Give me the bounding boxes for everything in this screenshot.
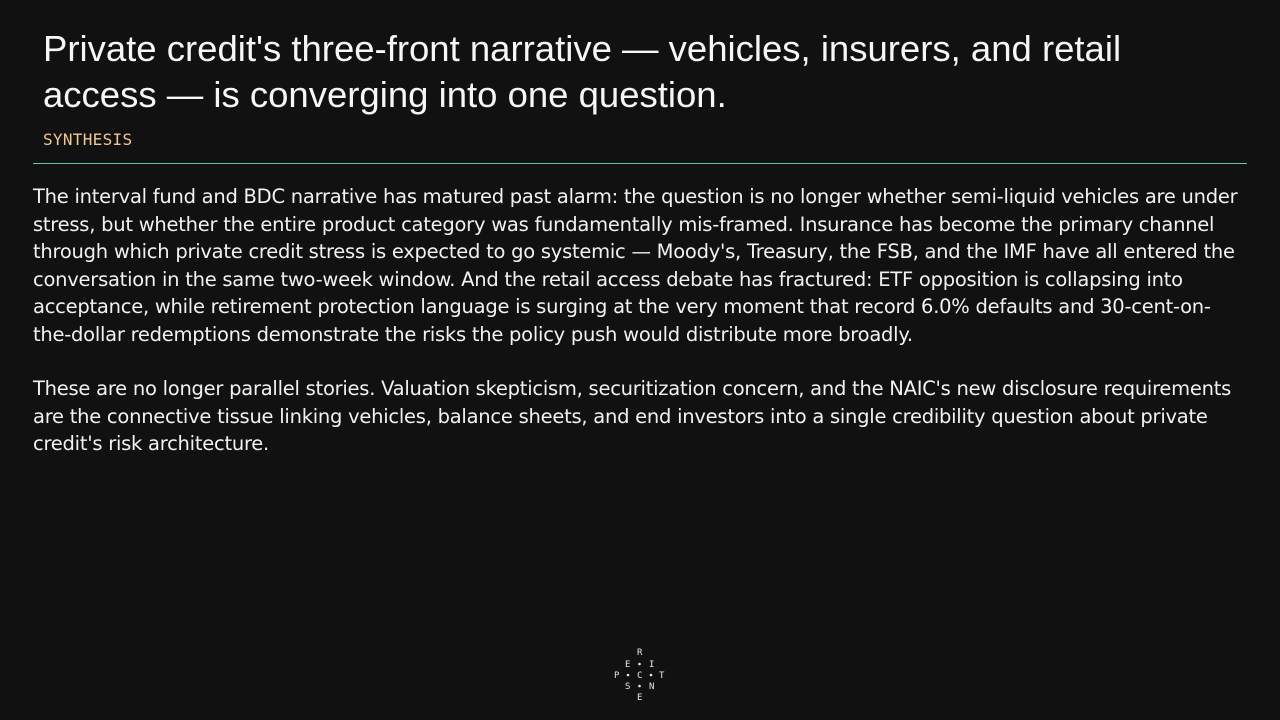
logo-letter: E	[625, 660, 631, 670]
brand-logo	[608, 645, 672, 701]
logo-letter: P	[614, 671, 620, 681]
logo-dot	[638, 685, 641, 688]
logo-letter: C	[637, 671, 643, 681]
paragraph-2: These are no longer parallel stories. Valuation skepticism, securitization concern, and the NAIC's new disclosure requirements are the connective tissue linking vehicles, balance sheets, and end investors into a single credibility question about private credit's risk architecture.	[33, 377, 1232, 455]
logo-letter: I	[649, 660, 655, 670]
logo-dot	[650, 674, 653, 677]
divider-rule	[33, 163, 1247, 164]
brand-logo-mark	[608, 645, 672, 701]
logo-letter: T	[659, 671, 665, 681]
logo-letter: S	[625, 682, 631, 692]
slide-title: Private credit's three-front narrative — vehicles, insurers, and retail access — is converging into one question.	[43, 28, 1122, 115]
paragraph-1: The interval fund and BDC narrative has matured past alarm: the question is no longer whether semi-liquid vehicles are under stress, but whether the entire product category was fundamentally mis-framed. Insurance has become the primary channel through which private credit stress is expected to go systemic — Moody's, Treasury, the FSB, and the IMF have all entered the conversation in the same two-week window. And the retail access debate has fractured: ETF opposition is collapsing into acceptance, while retirement protection language is surging at the very moment that record 6.0% defaults and 30-cent-on-the-dollar redemptions demonstrate the risks the policy push would distribute more broadly.	[33, 185, 1238, 346]
body-text	[33, 183, 1248, 485]
logo-letter: E	[637, 693, 643, 701]
logo-letter: N	[649, 682, 655, 692]
section-label: SYNTHESIS	[43, 130, 133, 149]
logo-dot	[638, 663, 641, 666]
logo-dot	[627, 674, 630, 677]
logo-letter: R	[637, 648, 643, 658]
